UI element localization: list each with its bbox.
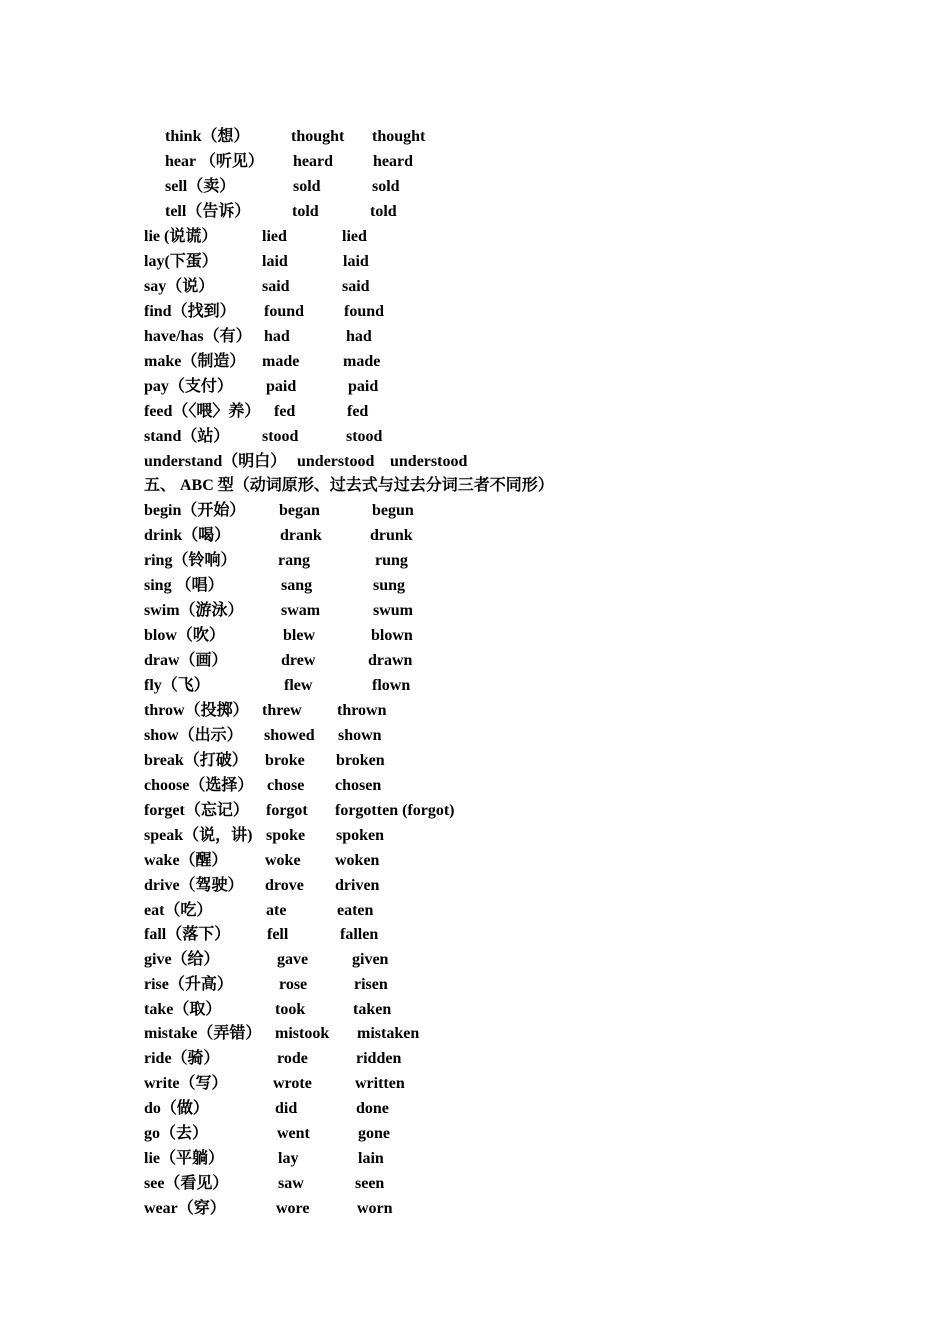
past-tense: paid bbox=[266, 378, 297, 395]
past-tense: drank bbox=[280, 527, 322, 544]
past-tense: flew bbox=[284, 677, 313, 694]
base-form: throw（投掷） bbox=[144, 702, 249, 719]
past-participle: taken bbox=[353, 1001, 392, 1018]
past-participle: heard bbox=[373, 153, 413, 170]
past-participle: understood bbox=[390, 453, 468, 470]
past-tense: gave bbox=[277, 951, 309, 968]
past-participle: found bbox=[344, 303, 385, 320]
past-tense: blew bbox=[283, 627, 315, 644]
base-form: make（制造） bbox=[144, 353, 246, 370]
base-form: go（去） bbox=[144, 1125, 209, 1142]
past-participle: had bbox=[346, 328, 372, 345]
past-participle: made bbox=[343, 353, 381, 370]
base-form: begin（开始） bbox=[144, 502, 246, 519]
past-tense: told bbox=[292, 203, 319, 220]
past-participle: blown bbox=[371, 627, 413, 644]
past-tense: said bbox=[262, 278, 290, 295]
past-participle: begun bbox=[372, 502, 414, 519]
past-participle: chosen bbox=[335, 777, 382, 794]
past-participle: driven bbox=[335, 877, 380, 894]
past-tense: did bbox=[275, 1100, 298, 1117]
past-tense: took bbox=[275, 1001, 306, 1018]
base-form: show（出示） bbox=[144, 727, 243, 744]
past-participle: gone bbox=[358, 1125, 390, 1142]
past-participle: told bbox=[370, 203, 397, 220]
base-form: tell（告诉） bbox=[165, 203, 251, 220]
past-tense: swam bbox=[281, 602, 321, 619]
past-tense: rose bbox=[279, 976, 308, 993]
past-tense: broke bbox=[265, 752, 305, 769]
base-form: fall（落下） bbox=[144, 926, 231, 943]
past-participle: lied bbox=[342, 228, 367, 245]
past-participle: drunk bbox=[370, 527, 413, 544]
base-form: feed（〈喂〉养） bbox=[144, 403, 261, 420]
past-tense: forgot bbox=[266, 802, 308, 819]
base-form: blow（吹） bbox=[144, 627, 225, 644]
past-participle: thought bbox=[372, 128, 426, 145]
base-form: drive（驾驶） bbox=[144, 877, 244, 894]
base-form: understand（明白） bbox=[144, 453, 287, 470]
past-tense: understood bbox=[297, 453, 375, 470]
past-tense: laid bbox=[262, 253, 288, 270]
past-tense: ate bbox=[266, 902, 287, 919]
past-participle: eaten bbox=[337, 902, 374, 919]
base-form: swim（游泳） bbox=[144, 602, 244, 619]
base-form: sing （唱） bbox=[144, 577, 224, 594]
past-participle: sung bbox=[373, 577, 406, 594]
base-form: lie（平躺） bbox=[144, 1150, 224, 1167]
past-participle: sold bbox=[372, 178, 400, 195]
past-tense: stood bbox=[262, 428, 299, 445]
base-form: forget（忘记） bbox=[144, 802, 249, 819]
base-form: fly（飞） bbox=[144, 677, 210, 694]
past-participle: fallen bbox=[340, 926, 379, 943]
past-tense: lied bbox=[262, 228, 287, 245]
past-tense: lay bbox=[278, 1150, 299, 1167]
past-tense: heard bbox=[293, 153, 333, 170]
base-form: write（写） bbox=[144, 1075, 228, 1092]
past-participle: laid bbox=[343, 253, 369, 270]
base-form: do（做） bbox=[144, 1100, 209, 1117]
base-form: speak（说，讲) bbox=[144, 827, 253, 844]
base-form: say（说） bbox=[144, 278, 215, 295]
base-form: give（给） bbox=[144, 951, 220, 968]
past-tense: drew bbox=[281, 652, 316, 669]
base-form: ride（骑） bbox=[144, 1050, 220, 1067]
past-tense: fed bbox=[274, 403, 296, 420]
past-participle: shown bbox=[338, 727, 382, 744]
past-participle: fed bbox=[347, 403, 369, 420]
base-form: break（打破） bbox=[144, 752, 248, 769]
past-tense: wore bbox=[276, 1200, 310, 1217]
past-participle: worn bbox=[357, 1200, 393, 1217]
base-form: find（找到） bbox=[144, 303, 236, 320]
base-form: lie (说谎） bbox=[144, 228, 218, 245]
base-form: think（想） bbox=[165, 128, 250, 145]
base-form: stand（站） bbox=[144, 428, 230, 445]
past-tense: drove bbox=[265, 877, 304, 894]
section-heading: 五、 ABC 型（动词原形、过去式与过去分词三者不同形） bbox=[144, 477, 554, 494]
past-tense: woke bbox=[265, 852, 301, 869]
base-form: mistake（弄错） bbox=[144, 1025, 262, 1042]
past-tense: found bbox=[264, 303, 305, 320]
past-participle: swum bbox=[373, 602, 414, 619]
past-tense: fell bbox=[267, 926, 289, 943]
past-participle: broken bbox=[336, 752, 385, 769]
past-participle: ridden bbox=[356, 1050, 402, 1067]
base-form: drink（喝） bbox=[144, 527, 231, 544]
past-tense: threw bbox=[262, 702, 302, 719]
past-participle: thrown bbox=[337, 702, 387, 719]
past-tense: had bbox=[264, 328, 290, 345]
past-tense: spoke bbox=[266, 827, 306, 844]
past-participle: seen bbox=[355, 1175, 385, 1192]
base-form: rise（升高） bbox=[144, 976, 233, 993]
past-participle: spoken bbox=[336, 827, 385, 844]
base-form: hear （听见） bbox=[165, 153, 264, 170]
past-participle: lain bbox=[358, 1150, 384, 1167]
base-form: take（取） bbox=[144, 1001, 222, 1018]
past-tense: rode bbox=[277, 1050, 308, 1067]
past-tense: sold bbox=[293, 178, 321, 195]
base-form: pay（支付） bbox=[144, 378, 233, 395]
past-tense: sang bbox=[281, 577, 313, 594]
base-form: see（看见） bbox=[144, 1175, 229, 1192]
past-participle: rung bbox=[375, 552, 408, 569]
base-form: draw（画） bbox=[144, 652, 228, 669]
past-tense: showed bbox=[264, 727, 315, 744]
past-participle: given bbox=[352, 951, 389, 968]
past-tense: chose bbox=[267, 777, 305, 794]
base-form: ring（铃响） bbox=[144, 552, 237, 569]
past-participle: mistaken bbox=[357, 1025, 420, 1042]
past-participle: written bbox=[355, 1075, 405, 1092]
past-participle: woken bbox=[335, 852, 380, 869]
base-form: wake（醒） bbox=[144, 852, 228, 869]
past-tense: went bbox=[277, 1125, 310, 1142]
past-participle: said bbox=[342, 278, 370, 295]
past-tense: saw bbox=[278, 1175, 304, 1192]
base-form: choose（选择） bbox=[144, 777, 254, 794]
past-tense: rang bbox=[278, 552, 310, 569]
past-participle: drawn bbox=[368, 652, 413, 669]
base-form: lay(下蛋） bbox=[144, 253, 218, 270]
past-tense: began bbox=[279, 502, 320, 519]
past-participle: risen bbox=[354, 976, 388, 993]
past-tense: mistook bbox=[275, 1025, 330, 1042]
base-form: have/has（有） bbox=[144, 328, 252, 345]
past-tense: made bbox=[262, 353, 300, 370]
past-tense: thought bbox=[291, 128, 345, 145]
past-tense: wrote bbox=[273, 1075, 312, 1092]
past-participle: paid bbox=[348, 378, 379, 395]
past-participle: stood bbox=[346, 428, 383, 445]
past-participle: forgotten (forgot) bbox=[335, 802, 455, 819]
base-form: wear（穿） bbox=[144, 1200, 226, 1217]
past-participle: flown bbox=[372, 677, 411, 694]
base-form: eat（吃） bbox=[144, 902, 213, 919]
base-form: sell（卖） bbox=[165, 178, 236, 195]
past-participle: done bbox=[356, 1100, 389, 1117]
